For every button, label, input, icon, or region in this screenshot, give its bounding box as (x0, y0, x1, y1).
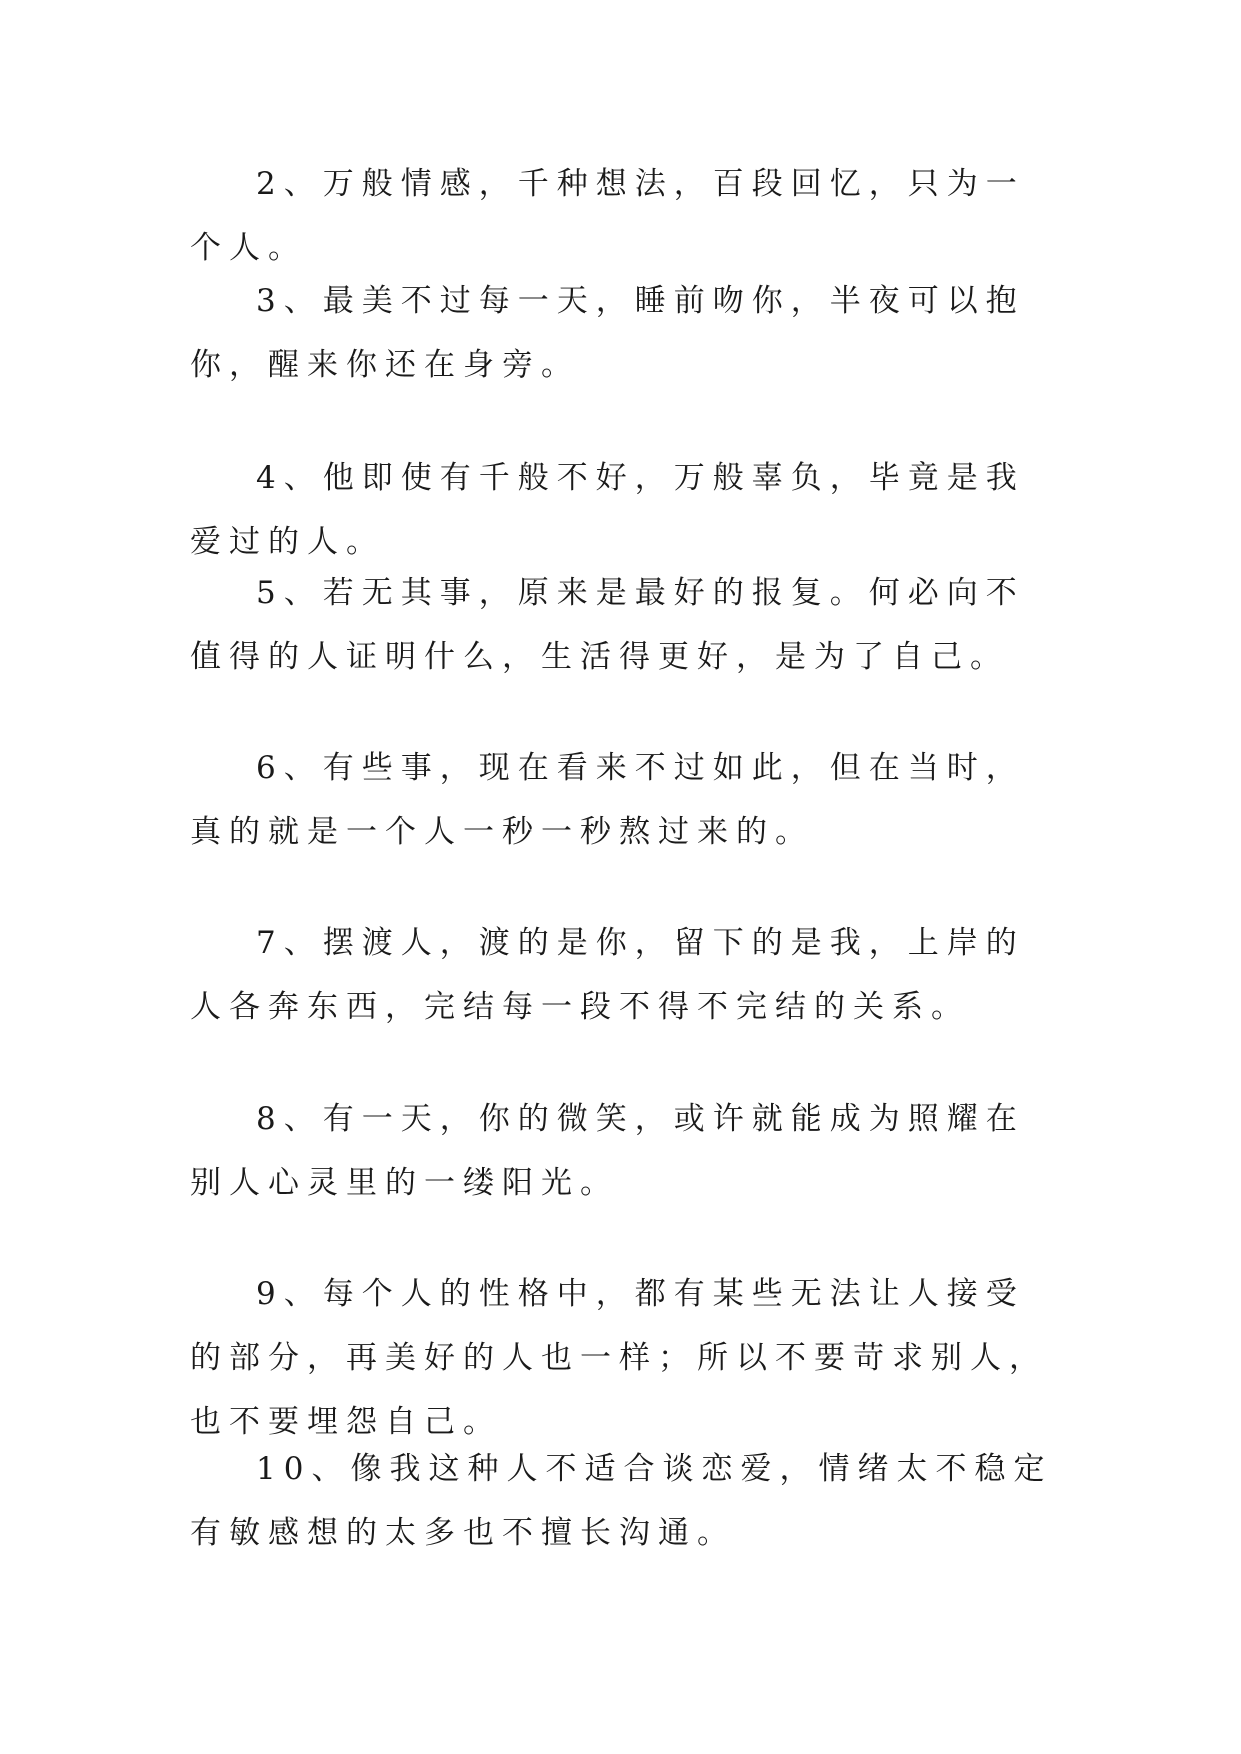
paragraph-6: 6、有些事，现在看来不过如此，但在当时，真的就是一个人一秒一秒熬过来的。 (190, 750, 1025, 850)
paragraph-9: 9、每个人的性格中，都有某些无法让人接受的部分，再美好的人也一样；所以不要苛求别人，也不要埋怨自己。 (190, 1276, 1048, 1440)
paragraph-7: 7、摆渡人，渡的是你，留下的是我，上岸的人各奔东西，完结每一段不得不完结的关系。 (190, 925, 1025, 1025)
paragraph-5: 5、若无其事，原来是最好的报复。何必向不值得的人证明什么，生活得更好，是为了自己。 (190, 575, 1025, 675)
paragraph-8: 8、有一天，你的微笑，或许就能成为照耀在别人心灵里的一缕阳光。 (190, 1101, 1025, 1201)
paragraph-2: 2、万般情感，千种想法，百段回忆，只为一个人。 (190, 166, 1025, 266)
paragraph-4: 4、他即使有千般不好，万般辜负，毕竟是我爱过的人。 (190, 460, 1025, 560)
paragraph-10: 10、像我这种人不适合谈恋爱，情绪太不稳定有敏感想的太多也不擅长沟通。 (190, 1451, 1053, 1551)
paragraph-3: 3、最美不过每一天，睡前吻你，半夜可以抱你，醒来你还在身旁。 (190, 283, 1025, 383)
